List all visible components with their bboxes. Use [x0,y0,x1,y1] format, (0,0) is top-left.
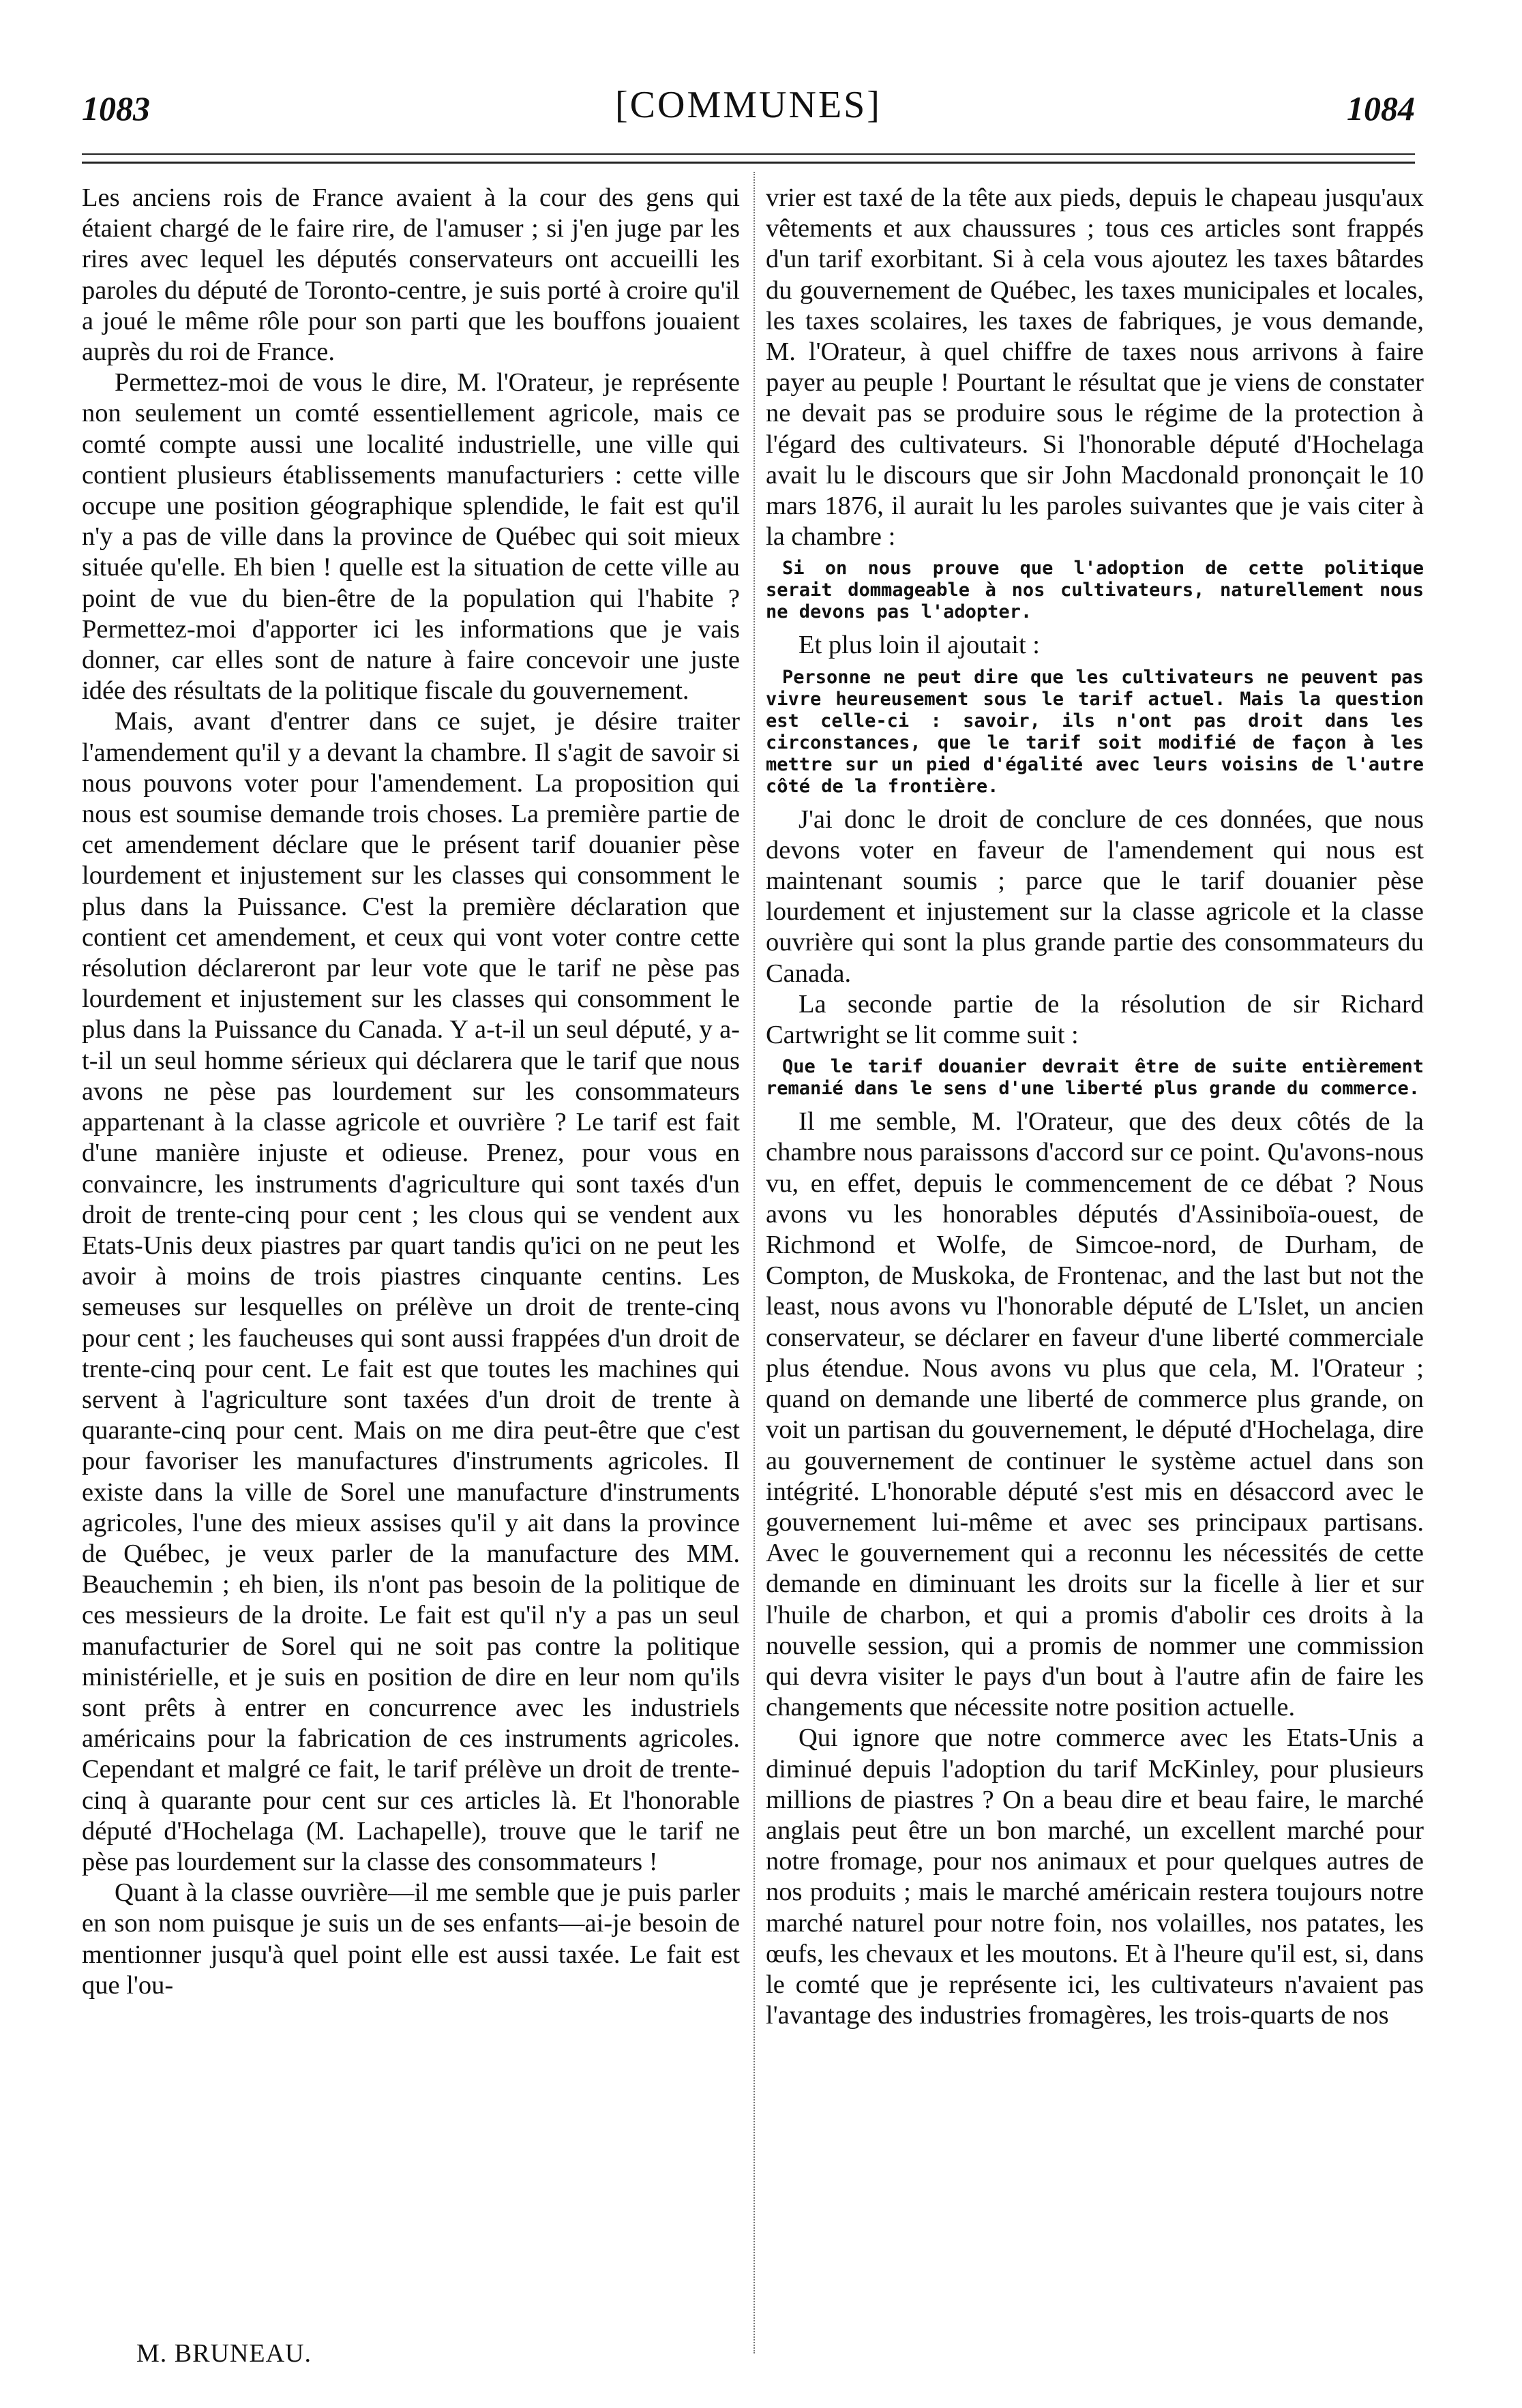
paragraph: Mais, avant d'entrer dans ce sujet, je désire traiter l'amendement qu'il y a devant la chambre. Il s'agit de savoir si nous pouvons voter pour l'amendement. La proposition qui nous est soumise demande trois choses. La première partie de cet amendement déclare que le présent tarif douanier pèse lourdement et injustement sur les classes qui consomment le plus dans la Puissance. C'est la première déclaration que contient cet amendement, et ceux qui vont voter contre cette résolution déclareront par leur vote que le tarif ne pèse pas lourdement et injustement sur les classes qui consomment le plus dans la Puissance du Canada. Y a-t-il un seul député, y a-t-il un seul homme sérieux qui déclarera que le tarif que nous avons ne pèse pas lourdement sur les consommateurs appartenant à la classe agricole et ouvrière ? Le tarif est fait d'une manière injuste et odieuse. Prenez, pour vous en convaincre, les instruments d'agriculture qui sont taxés d'un droit de trente-cinq pour cent ; les clous qui se vendent aux Etats-Unis deux piastres par quart tandis qu'ici on ne peut les avoir à moins de trois piastres cinquante centins. Les semeuses sur lesquelles on prélève un droit de trente-cinq pour cent ; les faucheuses qui sont aussi frappées d'un droit de trente-cinq pour cent. Le fait est que toutes les machines qui servent à l'agriculture sont taxées d'un droit de trente à quarante-cinq pour cent. Mais on me dira peut-être que c'est pour favoriser les manufactures d'instruments agricoles. Il existe dans la ville de Sorel une manufacture d'instruments agricoles, l'une des mieux assises qu'il y ait dans la province de Québec, je veux parler de la manufacture des MM. Beauchemin ; eh bien, ils n'ont pas besoin de la politique de ces messieurs de la droite. Le fait est qu'il n'y a pas un seul manufacturier de Sorel qui ne soit pas contre la politique ministérielle, et je suis en position de dire en leur nom qu'ils sont prêts à entrer en concurrence avec les industriels américains pour la fabrication de ces instruments agricoles. Cependant et malgré ce fait, le tarif prélève un droit de trente-cinq à quarante pour cent sur ces articles là. Et l'honorable député d'Hochelaga (M. Lachapelle), trouve que le tarif ne pèse pas lourdement sur la classe des consommateurs ! [82,707,740,1876]
speaker-signature: M. BRUNEAU. [136,2339,312,2368]
running-title: [COMMUNES] [615,84,882,126]
paragraph: J'ai donc le droit de conclure de ces données, que nous devons voter en faveur de l'amendement qui nous est maintenant soumis ; parce que le tarif douanier pèse lourdement et injustement sur la classe agricole et la classe ouvrière qui sont la plus grande partie des consommateurs du Canada. [766,804,1424,988]
paragraph: Il me semble, M. l'Orateur, que des deux côtés de la chambre nous paraissons d'accord sur ce point. Qu'avons-nous vu, en effet, depuis le commencement de ce débat ? Nous avons vu les honorables députés d'Assiniboïa-ouest, de Richmond et Wolfe, de Simcoe-nord, de Durham, de Compton, de Muskoka, de Frontenac, and the last but not the least, nous avons vu l'honorable député de L'Islet, un ancien conservateur, se déclarer en faveur d'une liberté commerciale plus étendue. Nous avons vu plus que cela, M. l'Orateur ; quand on demande une liberté de commerce plus grande, on voit un partisan du gouvernement, le député d'Hochelaga, dire au gouvernement de continuer le système actuel dans son intégrité. L'honorable député s'est mis en désaccord avec le gouvernement lui-même et avec ses principaux partisans. Avec le gouvernement qui a reconnu les nécessités de cette demande en diminuant les droits sur la ficelle à lier et sur l'huile de charbon, et qui a promis d'abolir ces droits à la nouvelle session, qui a promis de nommer une commission qui devra visiter le pays d'un bout à l'autre afin de faire les changements que nécessite notre position actuelle. [766,1107,1424,1722]
paragraph: Permettez-moi de vous le dire, M. l'Orateur, je représente non seulement un comté essentiellement agricole, mais ce comté compte aussi une localité industrielle, une ville qui contient plusieurs établissements manufacturiers : cette ville occupe une position géographique splendide, le fait est qu'il n'y a pas de ville dans la province de Québec qui soit mieux située qu'elle. Eh bien ! quelle est la situation de cette ville au point de vue du bien-être de la population qui l'habite ? Permettez-moi d'apporter ici les informations que je vais donner, car elles sont de nature à faire concevoir une juste idée des résultats de la politique fiscale du gouvernement. [82,368,740,706]
header-rule-bottom [82,162,1415,164]
running-header [82,83,1415,138]
quotation: Que le tarif douanier devrait être de suite entièrement remanié dans le sens d'une liberté plus grande du commerce. [766,1056,1424,1100]
column-divider [753,172,755,2353]
header-rule-top [82,153,1415,155]
page-number-right: 1084 [1347,89,1415,127]
paragraph: La seconde partie de la résolution de sir Richard Cartwright se lit comme suit : [766,989,1424,1050]
paragraph: Qui ignore que notre commerce avec les Etats-Unis a diminué depuis l'adoption du tarif McKinley, pour plusieurs millions de piastres ? On a beau dire et beau faire, le marché anglais peut être un bon marché, un excellent marché pour notre fromage, pour nos animaux et pour quelques autres de nos produits ; mais le marché américain restera toujours notre marché naturel pour notre foin, nos volailles, nos patates, les œufs, les chevaux et les moutons. Et à l'heure qu'il est, si, dans le comté que je représente ici, les cultivateurs n'avaient pas l'avantage des industries fromagères, les trois-quarts de nos [766,1724,1424,2030]
paragraph: Et plus loin il ajoutait : [799,631,1040,660]
paragraph: Quant à la classe ouvrière—il me semble que je puis parler en son nom puisque je suis un de ses enfants—ai-je besoin de mentionner jusqu'à quel point elle est aussi taxée. Le fait est que l'ou- [82,1878,740,2000]
paragraph: vrier est taxé de la tête aux pieds, depuis le chapeau jusqu'aux vêtements et aux chaussures ; tous ces articles sont frappés d'un tarif exorbitant. Si à cela vous ajoutez les taxes bâtardes du gouvernement de Québec, les taxes municipales et locales, les taxes scolaires, les taxes de fabriques, je vous demande, M. l'Orateur, à quel chiffre de taxes nous arrivons à faire payer au peuple ! Pourtant le résultat que je viens de constater ne devait pas se produire sous le régime de la protection à l'égard des cultivateurs. Si l'honorable député d'Hochelaga avait lu le discours que sir John Macdonald prononçait le 10 mars 1876, il aurait lu les paroles suivantes que je vais citer à la chambre : [766,183,1424,552]
left-column [82,183,740,2385]
page-number-left: 1083 [82,89,150,127]
quotation: Personne ne peut dire que les cultivateurs ne peuvent pas vivre heureusement sous le tarif actuel. Mais la question est celle-ci : savoir, ils n'ont pas droit dans les circonstances, que le tarif soit modifié de façon à les mettre sur un pied d'égalité avec leurs voisins de l'autre côté de la frontière. [766,666,1424,797]
paragraph: Les anciens rois de France avaient à la cour des gens qui étaient chargé de le faire rire, de l'amuser ; si j'en juge par les rires avec lequel les députés conservateurs ont accueilli les paroles du député de Toronto-centre, je suis porté à croire qu'il a joué le même rôle pour son parti que les bouffons jouaient auprès du roi de France. [82,183,740,367]
quotation: Si on nous prouve que l'adoption de cette politique serait dommageable à nos cultivateurs, naturellement nous ne devons pas l'adopter. [766,558,1424,623]
right-column [766,183,1424,2385]
